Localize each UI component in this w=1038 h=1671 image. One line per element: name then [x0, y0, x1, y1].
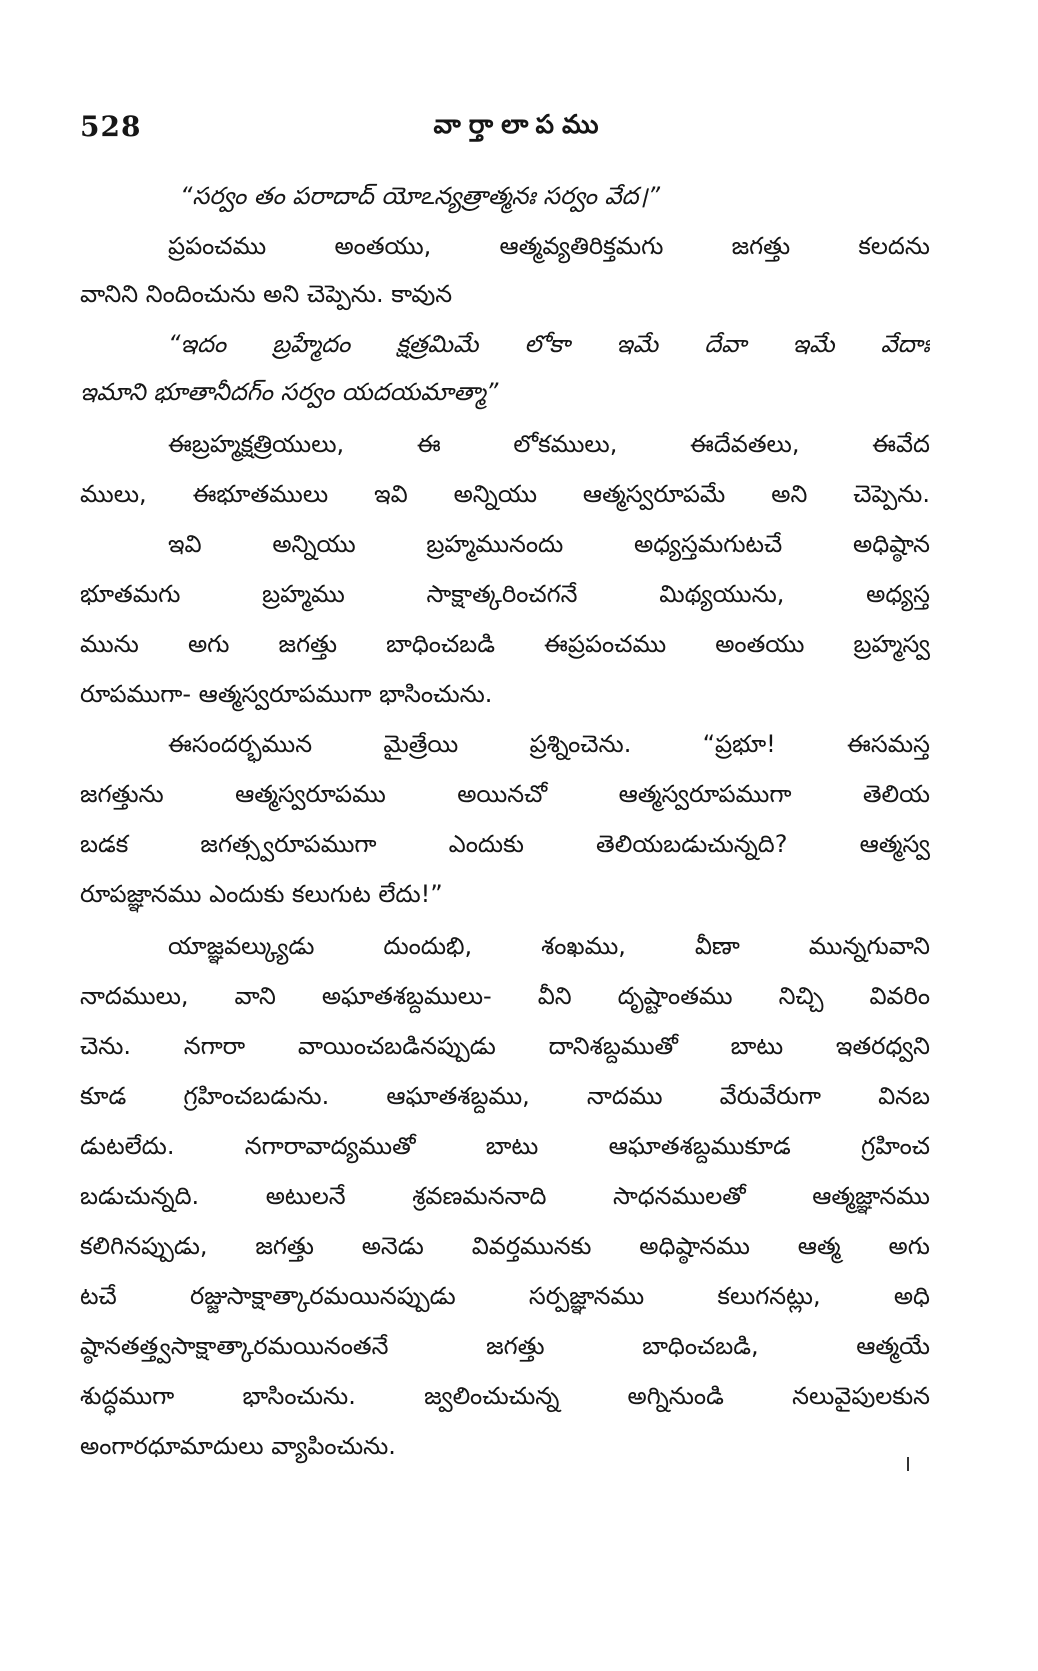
paragraph-line: ఈసందర్భమున మైత్రేయి ప్రశ్నించెను. “ప్రభూ! ఈసమస్త [168, 730, 930, 758]
running-title: వార్తాలాపము [433, 110, 607, 140]
paragraph-line: ములు, ఈభూతములు ఇవి అన్నియు ఆత్మస్వరూపమే అని చెప్పెను. [80, 480, 930, 508]
paragraph-line: భూతమగు బ్రహ్మము సాక్షాత్కరించగనే మిథ్యయును, అధ్యస్త [80, 580, 930, 608]
paragraph-line: శుద్ధముగా భాసించును. జ్వలించుచున్న అగ్నినుండి నలువైపులకున [80, 1382, 930, 1410]
paragraph-line: కలిగినప్పుడు, జగత్తు అనెడు వివర్తమునకు అధిష్ఠానము ఆత్మ అగు [80, 1232, 930, 1260]
page-number: 528 [80, 110, 142, 143]
quote-line-3: ఇమాని భూతానీదగ్ం సర్వం యదయమాత్మా” [80, 378, 499, 406]
paragraph-line: యాజ్ఞవల్క్యుడు దుందుభి, శంఖము, వీణా మున్నగువాని [168, 932, 930, 960]
paragraph-line: నాదములు, వాని అఘాతశబ్దములు- వీని దృష్టాంతము నిచ్చి వివరిం [80, 982, 930, 1010]
paragraph-line: ష్ఠానతత్త్వసాక్షాత్కారమయినంతనే జగత్తు బాధించబడి, ఆత్మయే [80, 1332, 930, 1360]
paragraph-line: చెను. నగారా వాయించబడినప్పుడు దానిశబ్దముతో బాటు ఇతరధ్వని [80, 1032, 930, 1060]
paragraph-line: డుటలేదు. నగారావాద్యముతో బాటు ఆఘాతశబ్దముకూడ గ్రహించ [80, 1132, 930, 1160]
paragraph-line: వానిని నిందించును అని చెప్పెను. కావున [80, 280, 453, 308]
paragraph-line: మును అగు జగత్తు బాధించబడి ఈప్రపంచము అంతయు బ్రహ్మస్వ [80, 630, 930, 658]
paragraph-line: ప్రపంచము అంతయు, ఆత్మవ్యతిరిక్తమగు జగత్తు కలదను [168, 232, 930, 260]
paragraph-line: టచే రజ్జుసాక్షాత్కారమయినప్పుడు సర్పజ్ఞానము కలుగనట్లు, అధి [80, 1282, 930, 1310]
quote-line-2: “ఇదం బ్రహ్మేదం క్షత్రమిమే లోకా ఇమే దేవా ఇమే వేదాః [168, 330, 930, 358]
quote-line-1: “సర్వం తం పరాదాద్ యోఽన్యత్రాత్మనః సర్వం వేద।” [180, 182, 661, 210]
paragraph-line: కూడ గ్రహించబడును. ఆఘాతశబ్దము, నాదము వేరువేరుగా వినబ [80, 1082, 930, 1110]
paragraph-line: ఈబ్రహ్మక్షత్రియులు, ఈ లోకములు, ఈదేవతలు, ఈవేద [168, 430, 930, 458]
paragraph-line: బడుచున్నది. అటులనే శ్రవణమననాది సాధనములతో ఆత్మజ్ఞానము [80, 1182, 930, 1210]
paragraph-line: రూపముగా- ఆత్మస్వరూపముగా భాసించును. [80, 680, 493, 708]
paragraph-line: జగత్తును ఆత్మస్వరూపము అయినచో ఆత్మస్వరూపముగా తెలియ [80, 780, 930, 808]
paragraph-line: ఇవి అన్నియు బ్రహ్మమునందు అధ్యస్తమగుటచే అధిష్ఠాన [168, 530, 930, 558]
margin-mark [907, 1457, 909, 1471]
page-header [80, 110, 960, 160]
paragraph-line: రూపజ్ఞానము ఎందుకు కలుగుట లేదు!” [80, 880, 443, 908]
paragraph-line: బడక జగత్స్వరూపముగా ఎందుకు తెలియబడుచున్నది? ఆత్మస్వ [80, 830, 930, 858]
paragraph-line: అంగారధూమాదులు వ్యాపించును. [80, 1432, 396, 1460]
